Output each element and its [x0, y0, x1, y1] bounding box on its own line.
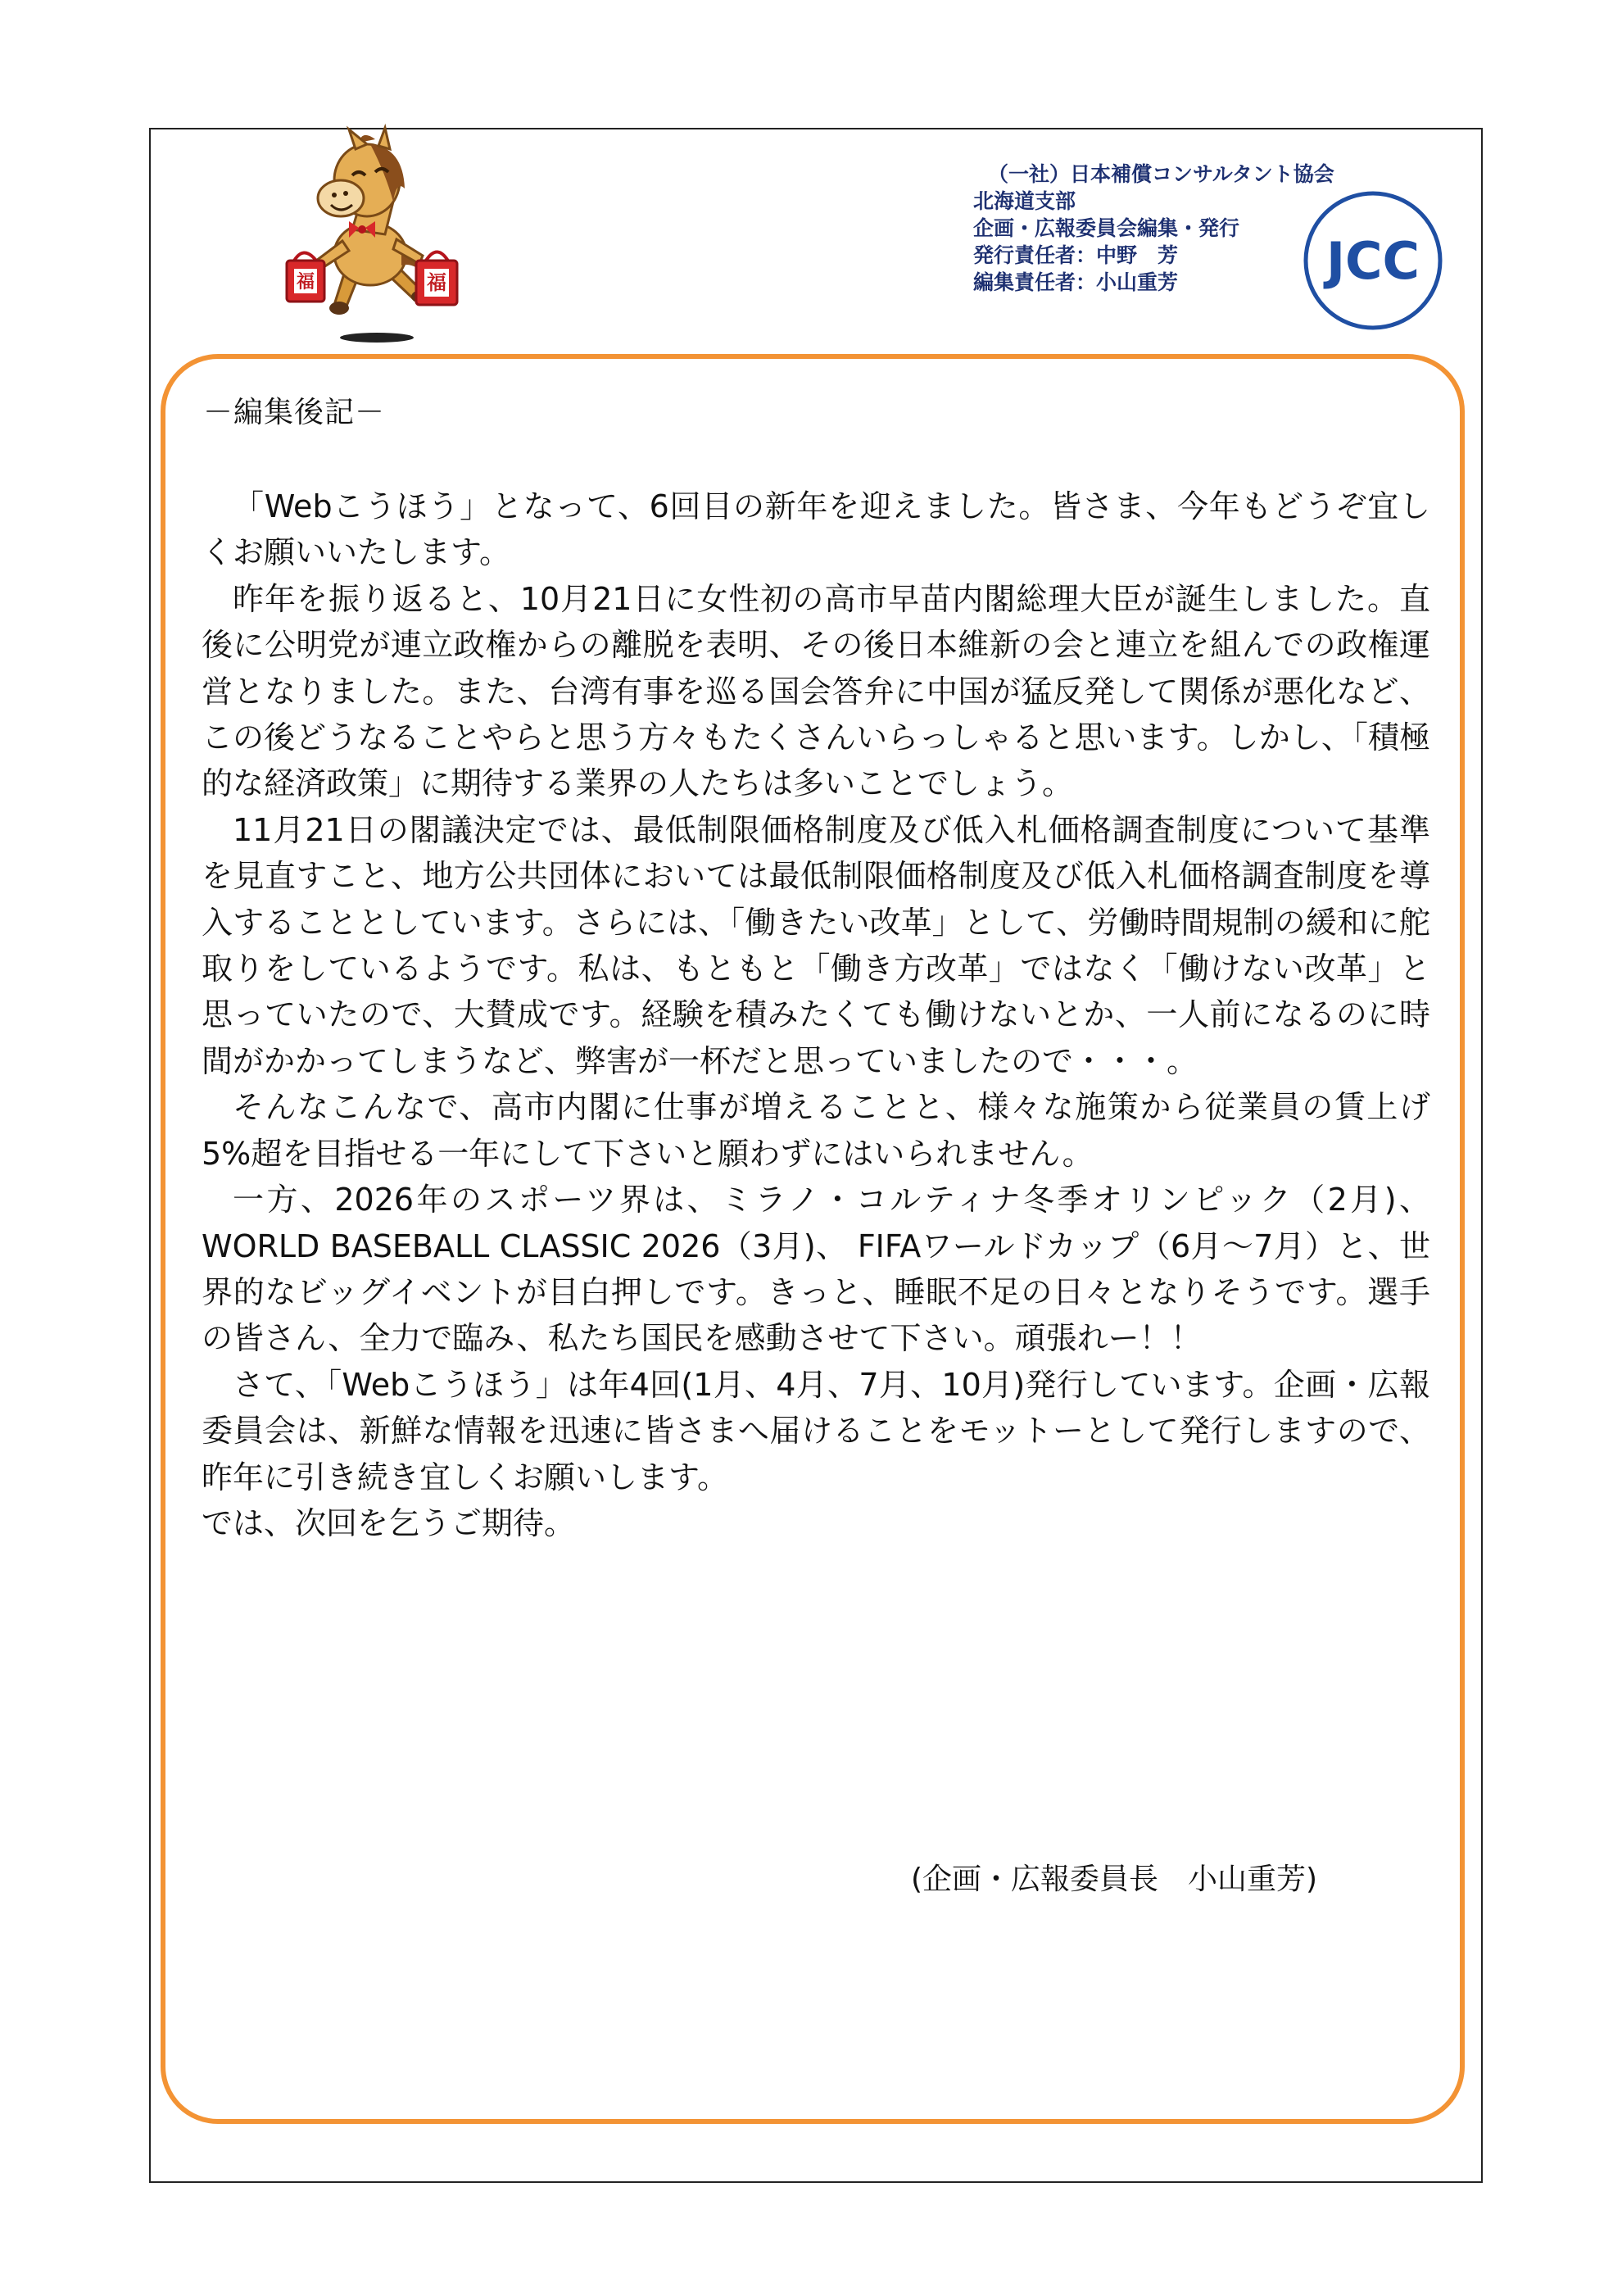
jcc-logo-text: JCC: [1325, 231, 1420, 291]
paragraph: 一方、2026年のスポーツ界は、ミラノ・コルティナ冬季オリンピック（2月)、WORLD BASEBALL CLASSIC 2026（3月)、 FIFAワールドカップ（6月～7月）と、世界的なビッグイベントが目白押しです。きっと、睡眠不足の日々となりそうです。選手の皆さん、全力で臨み、私たち国民を感動させて下さい。頑張れー！！: [202, 1182, 1430, 1357]
signature: (企画・広報委員長 小山重芳): [911, 1863, 1318, 1896]
jcc-logo-icon: [1301, 188, 1445, 333]
lucky-bag-right-label: 福: [427, 271, 446, 294]
lucky-bag-left-label: 福: [296, 272, 315, 293]
section-title: －編集後記－: [203, 396, 386, 429]
horse-mascot-illustration: [270, 123, 492, 352]
lucky-bag-left-icon: [287, 252, 324, 302]
committee-name: 企画・広報委員会編集・発行: [973, 216, 1240, 240]
closing-line: では、次回を乞うご期待。: [202, 1504, 576, 1541]
publisher-in-charge: 発行責任者：中野 芳: [973, 243, 1179, 267]
paragraph: 「Webこうほう」となって、6回目の新年を迎えました。皆さま、今年もどうぞ宜しくお願いいたします。: [202, 488, 1430, 571]
editorial-body: [202, 483, 1430, 1546]
lucky-bag-right-icon: [416, 252, 457, 305]
paragraph: 11月21日の閣議決定では、最低制限価格制度及び低入札価格調査制度について基準を見直すこと、地方公共団体においては最低制限価格制度及び低入札価格調査制度を導入することとしています。さらには、「働きたい改革」として、労働時間規制の緩和に舵取りをしているようです。私は、もともと「働き方改革」ではなく「働けない改革」と思っていたので、大賛成です。経験を積みたくても働けないとか、一人前になるのに時間がかかってしまうなど、弊害が一杯だと思っていましたので・・・。: [202, 811, 1430, 1079]
branch-name: 北海道支部: [973, 189, 1076, 213]
paragraph: 昨年を振り返ると、10月21日に女性初の高市早苗内閣総理大臣が誕生しました。直後に公明党が連立政権からの離脱を表明、その後日本維新の会と連立を組んでの政権運営となりました。また、台湾有事を巡る国会答弁に中国が猛反発して関係が悪化など、この後どうなることやらと思う方々もたくさんいらっしゃると思います。しかし、「積極的な経済政策」に期待する業界の人たちは多いことでしょう。: [202, 580, 1430, 802]
paragraph: そんなこんなで、高市内閣に仕事が増えることと、様々な施策から従業員の賃上げ5%超を目指せる一年にして下さいと願わずにはいられません。: [202, 1089, 1430, 1172]
paragraph: さて、「Webこうほう」は年4回(1月、4月、7月、10月)発行しています。企画・広報委員会は、新鮮な情報を迅速に皆さまへ届けることをモットーとして発行しますので、昨年に引き続き宜しくお願いします。: [202, 1366, 1430, 1495]
editor-in-charge: 編集責任者：小山重芳: [973, 270, 1179, 294]
org-name: （一社）日本補償コンサルタント協会: [988, 162, 1334, 186]
